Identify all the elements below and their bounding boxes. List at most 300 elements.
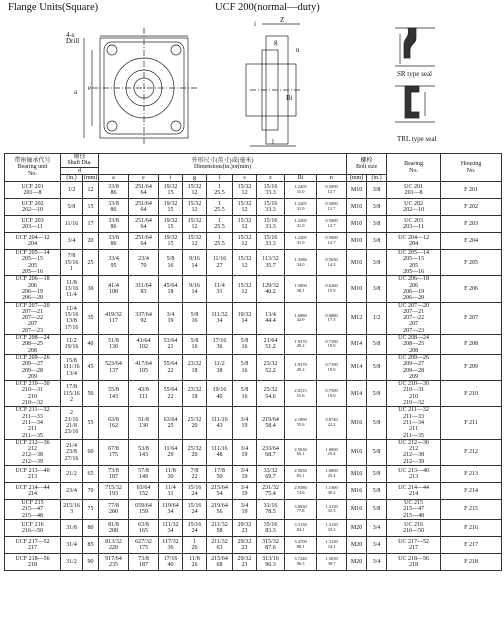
cell-a — [99, 519, 129, 536]
cell-line: 86 — [110, 207, 117, 214]
cell-line: 86 — [110, 241, 117, 248]
cell-a — [99, 216, 129, 233]
cell-bin — [367, 276, 387, 302]
cell-line: 15/16 — [187, 503, 202, 510]
cell-line: F 212 — [464, 449, 478, 456]
cell-line: 111 — [139, 393, 148, 400]
cell-line: 5/8 — [372, 470, 381, 477]
cell-line: 70 — [140, 262, 147, 269]
cell-line: 209—28 — [22, 367, 43, 374]
cell-line: M12 — [350, 315, 363, 322]
cell-d-in — [61, 199, 83, 216]
cell-line: 203—11 — [22, 224, 43, 231]
cell-line: 58.4 — [265, 423, 276, 430]
cell-line: 113/32 — [262, 256, 279, 263]
cell-line: 187 — [139, 561, 149, 568]
cell-s — [233, 536, 257, 553]
cell-line: 208 — [409, 347, 419, 354]
dim-g-label: g — [274, 38, 278, 46]
cell-line: UC 206—18 — [398, 276, 429, 283]
cell-line: UC 202 — [404, 200, 423, 207]
cell-d-mm — [83, 182, 99, 199]
table-row — [5, 216, 502, 233]
cell-e — [129, 335, 159, 355]
cell-line: F 210 — [464, 390, 478, 397]
cell-line: 25.5 — [214, 224, 225, 231]
cell-line: 53/8 — [138, 446, 149, 453]
cell-line: 29/32 — [237, 555, 252, 562]
dim-z-label: Z — [280, 16, 285, 24]
cell-line: 3/4 — [240, 503, 249, 510]
cell-line: UC 207—20 — [398, 302, 429, 309]
cell-bi — [285, 302, 317, 334]
cell-line: 117 — [109, 318, 118, 325]
cell-line: 73/8 — [108, 467, 119, 474]
cell-line: M10 — [350, 238, 363, 245]
cell-g — [183, 482, 207, 499]
cell-a — [99, 482, 129, 499]
cell-n — [317, 276, 347, 302]
cell-bm — [347, 519, 367, 536]
cell-l — [207, 216, 233, 233]
cell-line: 137 — [109, 367, 119, 374]
cell-line: 27 — [216, 262, 223, 269]
cell-line: 208 — [109, 527, 119, 534]
cell-line: F 205 — [464, 259, 478, 266]
cell-line: 2.0315 — [294, 388, 307, 393]
cell-hs — [441, 335, 502, 355]
cell-line: 34 — [167, 527, 174, 534]
cell-d-in — [61, 354, 83, 380]
cell-bin — [367, 536, 387, 553]
cell-line: 3/4 — [372, 558, 381, 565]
cell-line: 40 — [216, 393, 223, 400]
cell-line: 5/8 — [372, 419, 381, 426]
cell-line: 215—48 — [22, 512, 43, 519]
cell-line: 0.5000 — [325, 184, 338, 190]
cell-line: 207 — [409, 321, 419, 328]
cell-line: 3/8 — [372, 285, 381, 292]
cell-hs — [441, 439, 502, 465]
cell-bm — [347, 439, 367, 465]
cell-unit — [5, 335, 61, 355]
cell-g — [183, 407, 207, 439]
cell-line: 11/8 — [189, 555, 200, 562]
cell-bin — [367, 216, 387, 233]
cell-line: 218 — [28, 561, 37, 568]
cell-line: 1 — [70, 265, 73, 272]
cell-line: 11/8 — [66, 279, 77, 286]
cell-line: 12.7 — [327, 189, 336, 195]
cell-e — [129, 381, 159, 407]
cell-bi — [285, 276, 317, 302]
cell-line: 16 — [191, 344, 198, 351]
cell-line: 51.2 — [265, 344, 276, 351]
cell-brg — [387, 199, 441, 216]
cell-d-mm — [83, 439, 99, 465]
cell-line: 11/16 — [64, 221, 79, 228]
cell-brg — [387, 182, 441, 199]
cell-line: 0.7190 — [325, 361, 338, 367]
cell-bin — [367, 354, 387, 380]
cell-n — [317, 354, 347, 380]
cell-line: 201—8 — [404, 190, 423, 197]
cell-i — [159, 276, 183, 302]
cell-line: 23/4 — [138, 256, 149, 263]
cell-s — [233, 302, 257, 334]
cell-line: M16 — [350, 419, 363, 426]
cell-line: M14 — [350, 341, 363, 348]
cell-line: 21/8 — [66, 423, 77, 430]
cell-line: 15 — [167, 207, 174, 214]
cell-line: 1 — [218, 234, 222, 241]
cell-line: 1.1560 — [325, 485, 338, 491]
cell-line: 13/4 — [66, 370, 77, 377]
cell-line: 1.0000 — [325, 468, 338, 474]
cell-line: 19.0 — [327, 366, 336, 372]
cell-line: 80 — [87, 524, 94, 531]
cell-line: 31 — [216, 288, 223, 295]
cell-line: 64 — [140, 241, 147, 248]
cell-z — [257, 553, 285, 570]
cell-e — [129, 499, 159, 519]
cell-line: 25 — [87, 259, 94, 266]
cell-line: 209—27 — [22, 361, 43, 368]
cell-line: 1 — [193, 538, 197, 545]
col-dimensions: 外形尺寸(英寸)或(毫米) Dimensions(in.)or(mm) — [99, 154, 347, 175]
cell-s — [233, 276, 257, 302]
cell-d-in — [61, 439, 83, 465]
cell-line: 1.6880 — [294, 312, 307, 318]
cell-g — [183, 250, 207, 276]
cell-line: 3/8 — [372, 204, 381, 211]
cell-hs — [441, 553, 502, 570]
cell-line: M16 — [350, 487, 363, 494]
cell-line: 217 — [409, 544, 419, 551]
cell-brg — [387, 553, 441, 570]
cell-line: 3 — [70, 509, 73, 516]
cell-line: M16 — [350, 470, 363, 477]
cell-bi — [285, 499, 317, 519]
cell-line: 49.2 — [296, 366, 305, 372]
cell-line: 119/64 — [162, 503, 179, 510]
cell-e — [129, 354, 159, 380]
cell-line: 11/8 — [165, 467, 176, 474]
cell-g — [183, 216, 207, 233]
cell-line: 52.2 — [265, 367, 276, 374]
cell-i — [159, 519, 183, 536]
cell-d-in — [61, 233, 83, 250]
cell-line: 211—33 — [22, 413, 43, 420]
cell-line: UCF 211—32 — [15, 407, 50, 414]
cell-line: 206—20 — [22, 295, 43, 302]
cell-line: 40 — [167, 561, 174, 568]
cell-line: 14 — [241, 318, 248, 325]
cell-line: 211—35 — [22, 432, 43, 439]
cell-g — [183, 499, 207, 519]
cell-line: 36 — [167, 544, 174, 551]
cell-line: 1/2 — [67, 187, 76, 194]
cell-l — [207, 553, 233, 570]
cell-line: 30 — [87, 285, 94, 292]
cell-line: UC 209—26 — [398, 354, 429, 361]
cell-brg — [387, 381, 441, 407]
cell-line: 54 — [216, 490, 223, 497]
cell-line: UCF 204—12 — [15, 234, 50, 241]
cell-line: 22.2 — [327, 422, 336, 428]
cell-bi — [285, 182, 317, 199]
cell-n — [317, 216, 347, 233]
cell-line: 3/4 — [372, 541, 381, 548]
cell-line: 23/32 — [187, 361, 202, 368]
col-bolt-mm: (mm) — [347, 174, 367, 181]
cell-bin — [367, 250, 387, 276]
table-row — [5, 553, 502, 570]
cell-line: F 216 — [464, 524, 478, 531]
cell-line: 30.2 — [327, 489, 336, 495]
cell-line: 33/8 — [108, 183, 119, 190]
cell-line: 39.7 — [327, 560, 336, 566]
cell-line: 1 — [218, 217, 222, 224]
col-bolt-size: 螺栓 Bolt size — [347, 154, 387, 175]
cell-line: UC 205—14 — [398, 250, 429, 257]
cell-s — [233, 250, 257, 276]
cell-line: 210 — [409, 393, 419, 400]
cell-line: F 217 — [464, 541, 478, 548]
cell-bi — [285, 536, 317, 553]
cell-unit — [5, 499, 61, 519]
cell-line: 209 — [409, 373, 419, 380]
cell-line: 33/32 — [263, 467, 278, 474]
cell-line: 19/32 — [163, 234, 178, 241]
cell-z — [257, 354, 285, 380]
cell-g — [183, 519, 207, 536]
cell-line: 19 — [241, 452, 248, 459]
cell-line: 5/8 — [190, 312, 199, 318]
cell-line: 9/16 — [189, 256, 200, 263]
cell-line: 7/8 — [190, 467, 199, 474]
cell-brg — [387, 439, 441, 465]
cell-a — [99, 354, 129, 380]
cell-line: 81/8 — [108, 521, 119, 528]
cell-l — [207, 465, 233, 482]
cell-line: UCF 202 — [21, 200, 44, 207]
cell-line: 26 — [191, 561, 198, 568]
cell-l — [207, 519, 233, 536]
cell-unit — [5, 199, 61, 216]
table-row — [5, 465, 502, 482]
cell-line: UC 204—12 — [398, 234, 429, 241]
cell-line: 43/8 — [138, 387, 149, 394]
cell-line: 5/8 — [166, 256, 175, 263]
cell-a — [99, 182, 129, 199]
cell-line: 3/4 — [240, 484, 249, 491]
cell-hs — [441, 536, 502, 553]
cell-line: 210 — [28, 393, 37, 400]
cell-line: 19/32 — [163, 217, 178, 224]
cell-line: 33.3 — [265, 207, 276, 214]
cell-brg — [387, 519, 441, 536]
cell-line: 210—31 — [403, 387, 425, 394]
cell-brg — [387, 250, 441, 276]
cell-line: 43 — [216, 423, 223, 430]
cell-line: 231/32 — [262, 484, 279, 491]
cell-d-in — [61, 302, 83, 334]
cell-n — [317, 199, 347, 216]
cell-line: 3/4 — [240, 416, 249, 423]
cell-line: 63/8 — [138, 521, 149, 528]
cell-line: 0.7190 — [325, 338, 338, 344]
cell-line: 40.2 — [265, 288, 276, 295]
cell-line: 77/8 — [108, 503, 119, 510]
col-i: i — [159, 174, 183, 181]
cell-g — [183, 199, 207, 216]
cell-d-in — [61, 182, 83, 199]
cell-line: 211—33 — [403, 413, 424, 420]
cell-line: 11/4 — [66, 305, 77, 312]
cell-line: 11/2 — [214, 361, 225, 368]
cell-line: 216—50 — [22, 527, 43, 534]
cell-d-mm — [83, 250, 99, 276]
cell-hs — [441, 302, 502, 334]
cell-line: 38.1 — [296, 287, 305, 293]
cell-line: 22 — [167, 367, 174, 374]
cell-line: F 215 — [464, 506, 478, 513]
cell-bi — [285, 335, 317, 355]
cell-unit — [5, 302, 61, 334]
cell-line: 12 — [191, 224, 198, 231]
cell-line: 18 — [191, 393, 198, 400]
cell-line: UCF 214—44 — [15, 484, 50, 491]
cell-line: 12 — [241, 207, 248, 214]
cell-line: 15/16 — [263, 183, 278, 190]
cell-line: 15/32 — [187, 234, 202, 241]
cell-line: 12 — [241, 190, 248, 197]
cell-line: 64 — [140, 224, 147, 231]
cell-line: 11/16 — [212, 256, 227, 263]
table-row — [5, 499, 502, 519]
cell-line: 51/8 — [138, 416, 149, 423]
cell-line: 202—10 — [22, 207, 43, 214]
cell-line: 33/8 — [108, 217, 119, 224]
cell-line: 211 — [28, 426, 37, 433]
col-bearing-unit: 带座轴承代号 Bearing unit No. — [5, 154, 61, 182]
cell-line: 211—35 — [403, 432, 424, 439]
cell-e — [129, 519, 159, 536]
cell-g — [183, 302, 207, 334]
cell-line: 17/16 — [64, 324, 79, 331]
cell-s — [233, 335, 257, 355]
cell-hs — [441, 354, 502, 380]
cell-z — [257, 439, 285, 465]
cell-l — [207, 182, 233, 199]
cell-i — [159, 199, 183, 216]
cell-unit — [5, 276, 61, 302]
cell-line: 15/16 — [187, 484, 202, 491]
cell-line: 5/8 — [67, 204, 76, 211]
dim-n-label: n — [296, 46, 300, 54]
cell-line: 102 — [139, 344, 149, 351]
cell-line: UCF 203 — [21, 217, 44, 224]
cell-e — [129, 199, 159, 216]
cell-line: 0.5630 — [325, 257, 338, 263]
cell-line: 419/32 — [105, 312, 122, 318]
cell-line: 23 — [241, 544, 248, 551]
cell-z — [257, 482, 285, 499]
cell-a — [99, 439, 129, 465]
cell-line: M10 — [350, 204, 363, 211]
cell-l — [207, 302, 233, 334]
cell-line: 35/16 — [263, 521, 278, 528]
cell-line: UCF 208—24 — [15, 335, 50, 342]
cell-line: 5/8 — [372, 506, 381, 513]
page-title-left: Flange Units(Square) — [8, 2, 99, 13]
cell-line: 21/2 — [66, 470, 77, 477]
cell-line: 3.7240 — [294, 556, 307, 562]
cell-hs — [441, 216, 502, 233]
cell-line: 96.3 — [265, 561, 276, 568]
cell-e — [129, 553, 159, 570]
cell-i — [159, 381, 183, 407]
cell-line: 14 — [191, 288, 198, 295]
cell-d-in — [61, 482, 83, 499]
cell-e — [129, 536, 159, 553]
cell-line: 23 — [241, 527, 248, 534]
cell-line: 41/4 — [108, 282, 119, 289]
cell-line: 2 — [70, 410, 73, 417]
cell-line: 211/32 — [211, 538, 228, 545]
cell-brg — [387, 335, 441, 355]
cell-bm — [347, 335, 367, 355]
cell-line: 11/64 — [163, 446, 178, 453]
cell-line: M16 — [350, 449, 363, 456]
col-g: g — [183, 174, 207, 181]
cell-line: 64 — [140, 207, 147, 214]
table-row — [5, 354, 502, 380]
cell-e — [129, 182, 159, 199]
cell-line: 15/16 — [64, 312, 79, 318]
cell-line: 15/32 — [237, 200, 252, 207]
cell-bm — [347, 199, 367, 216]
table-row — [5, 199, 502, 216]
cell-line: 31.0 — [296, 240, 305, 246]
cell-line: 1.2205 — [294, 201, 307, 207]
cell-s — [233, 439, 257, 465]
cell-line: 659/64 — [135, 503, 152, 510]
cell-a — [99, 276, 129, 302]
cell-bin — [367, 233, 387, 250]
cell-line: 25.5 — [214, 241, 225, 248]
cell-bi — [285, 216, 317, 233]
cell-line: 36 — [216, 344, 223, 351]
cell-z — [257, 335, 285, 355]
cell-line: 24 — [191, 490, 198, 497]
cell-line: 25.5 — [214, 190, 225, 197]
cell-line: 3/4 — [67, 238, 76, 245]
cell-bi — [285, 465, 317, 482]
cell-hs — [441, 381, 502, 407]
cell-s — [233, 499, 257, 519]
cell-line: 25.4 — [327, 451, 336, 457]
dim-l-label: l — [272, 138, 274, 146]
cell-z — [257, 199, 285, 216]
cell-line: 21 — [167, 344, 174, 351]
cell-line: 34 — [167, 509, 174, 516]
cell-bin — [367, 519, 387, 536]
cell-bi — [285, 519, 317, 536]
cell-line: 23/32 — [187, 387, 202, 394]
cell-s — [233, 482, 257, 499]
